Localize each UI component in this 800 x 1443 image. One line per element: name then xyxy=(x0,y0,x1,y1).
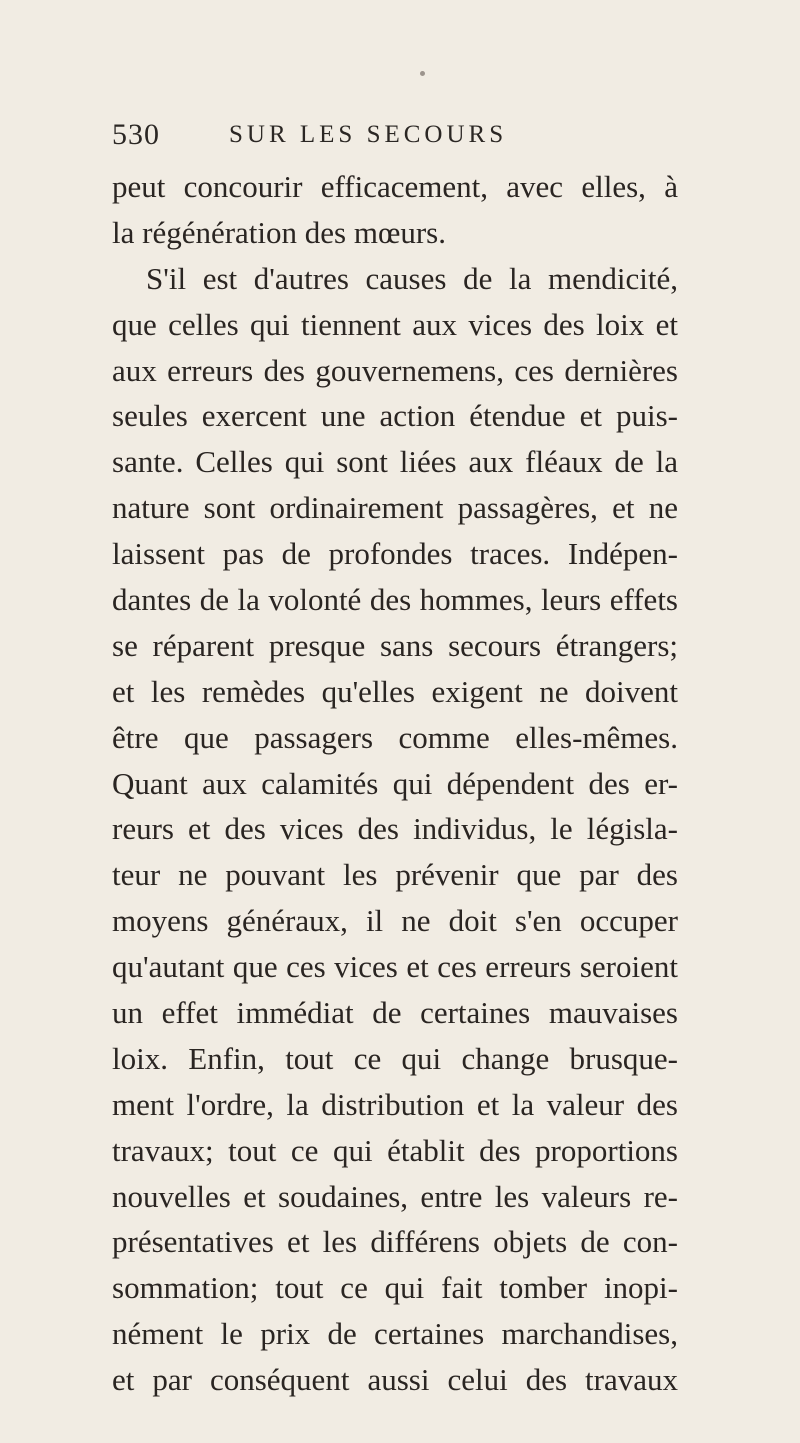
text-line: teur ne pouvant les prévenir que par des xyxy=(112,857,678,893)
text-line: qu'autant que ces vices et ces erreurs seroient xyxy=(112,949,678,985)
text-line: aux erreurs des gouvernemens, ces dernières xyxy=(112,352,678,388)
text-line: Quant aux calamités qui dépendent des er- xyxy=(112,765,678,801)
body-text xyxy=(112,164,678,1403)
text-line: la régénération des mœurs. xyxy=(112,214,446,250)
text-line: loix. Enfin, tout ce qui change brusque- xyxy=(112,1040,678,1076)
text-line: être que passagers comme elles-mêmes. xyxy=(112,719,678,755)
text-line: nément le prix de certaines marchandises, xyxy=(112,1316,678,1352)
text-line: seules exercent une action étendue et puis- xyxy=(112,398,678,434)
text-line: nouvelles et soudaines, entre les valeurs re- xyxy=(112,1178,678,1214)
paper-mark xyxy=(420,71,425,76)
text-line: nature sont ordinairement passagères, et ne xyxy=(112,490,678,526)
text-line: dantes de la volonté des hommes, leurs effets xyxy=(112,582,678,618)
text-line: sante. Celles qui sont liées aux fléaux de la xyxy=(112,444,678,480)
text-line: que celles qui tiennent aux vices des loix et xyxy=(112,306,678,342)
text-line: sommation; tout ce qui fait tomber inopi- xyxy=(112,1270,678,1306)
text-line: moyens généraux, il ne doit s'en occuper xyxy=(112,903,678,939)
text-line: un effet immédiat de certaines mauvaises xyxy=(112,995,678,1031)
text-line: laissent pas de profondes traces. Indépen- xyxy=(112,536,678,572)
text-line: reurs et des vices des individus, le législa- xyxy=(112,811,678,847)
text-line: présentatives et les différens objets de con- xyxy=(112,1224,678,1260)
page-header xyxy=(112,118,712,158)
running-head: SUR LES SECOURS xyxy=(229,121,508,148)
text-line: et par conséquent aussi celui des travaux xyxy=(112,1362,678,1398)
text-line: S'il est d'autres causes de la mendicité, xyxy=(146,260,678,296)
text-line: se réparent presque sans secours étrangers; xyxy=(112,627,678,663)
text-line: et les remèdes qu'elles exigent ne doivent xyxy=(112,673,678,709)
text-line: travaux; tout ce qui établit des proportions xyxy=(112,1132,678,1168)
page-number: 530 xyxy=(112,118,160,151)
text-line: peut concourir efficacement, avec elles, à xyxy=(112,169,678,204)
text-line: ment l'ordre, la distribution et la valeur des xyxy=(112,1086,678,1122)
